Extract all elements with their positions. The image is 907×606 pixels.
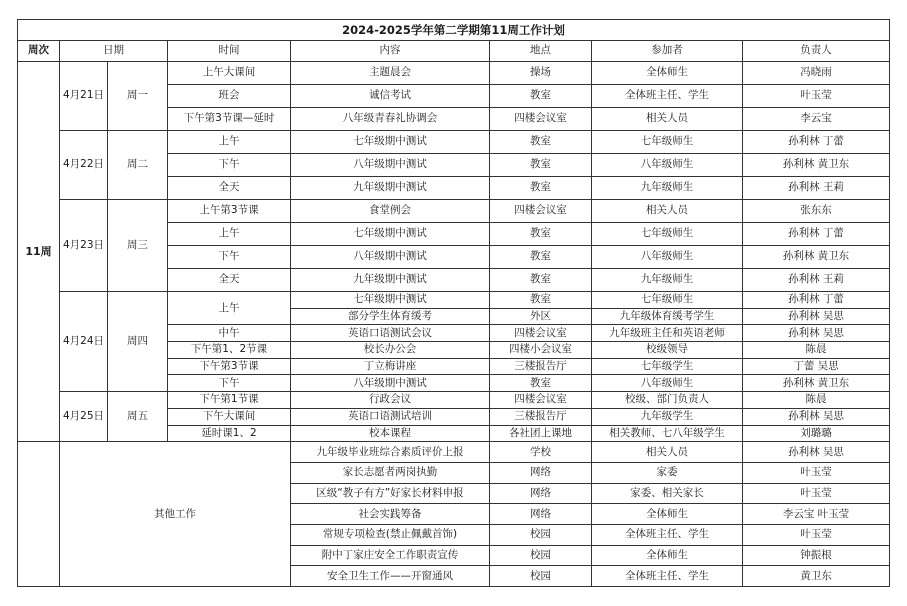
content-cell: 常规专项检查(禁止佩戴首饰) xyxy=(291,524,490,545)
place-cell: 教室 xyxy=(490,177,592,200)
time-cell: 下午第3节课 xyxy=(168,358,291,375)
owner-cell: 陈晨 xyxy=(743,392,890,409)
participants-cell: 九年级体育缓考学生 xyxy=(592,308,743,325)
owner-cell: 叶玉莹 xyxy=(743,85,890,108)
content-cell: 七年级期中测试 xyxy=(291,223,490,246)
participants-cell: 全体班主任、学生 xyxy=(592,524,743,545)
content-cell: 安全卫生工作——开窗通风 xyxy=(291,566,490,587)
owner-cell: 李云宝 叶玉莹 xyxy=(743,504,890,525)
participants-cell: 九年级师生 xyxy=(592,177,743,200)
place-cell: 教室 xyxy=(490,154,592,177)
participants-cell: 家委、相关家长 xyxy=(592,483,743,504)
time-cell: 延时课1、2 xyxy=(168,425,291,442)
place-cell: 四楼会议室 xyxy=(490,108,592,131)
place-cell: 校园 xyxy=(490,566,592,587)
time-cell: 下午 xyxy=(168,246,291,269)
content-cell: 行政会议 xyxy=(291,392,490,409)
schedule-title: 2024-2025学年第二学期第11周工作计划 xyxy=(18,20,890,41)
content-cell: 附中丁家庄安全工作职责宣传 xyxy=(291,545,490,566)
owner-cell: 孙利林 黄卫东 xyxy=(743,154,890,177)
weekday-cell: 周三 xyxy=(108,200,168,292)
owner-cell: 孙利林 王莉 xyxy=(743,177,890,200)
time-cell: 下午大课间 xyxy=(168,408,291,425)
content-cell: 社会实践筹备 xyxy=(291,504,490,525)
content-cell: 区级“教子有方”好家长材料申报 xyxy=(291,483,490,504)
place-cell: 教室 xyxy=(490,131,592,154)
participants-cell: 相关人员 xyxy=(592,200,743,223)
owner-cell: 孙利林 吴思 xyxy=(743,308,890,325)
weekday-cell: 周四 xyxy=(108,292,168,392)
owner-cell: 陈晨 xyxy=(743,342,890,359)
table-row xyxy=(18,392,890,409)
content-cell: 九年级毕业班综合素质评价上报 xyxy=(291,442,490,463)
content-cell: 九年级期中测试 xyxy=(291,177,490,200)
content-cell: 诚信考试 xyxy=(291,85,490,108)
participants-cell: 八年级师生 xyxy=(592,154,743,177)
participants-cell: 相关教师、七八年级学生 xyxy=(592,425,743,442)
table-row xyxy=(18,200,890,223)
time-cell: 全天 xyxy=(168,177,291,200)
participants-cell: 校级、部门负责人 xyxy=(592,392,743,409)
place-cell: 网络 xyxy=(490,504,592,525)
participants-cell: 全体班主任、学生 xyxy=(592,566,743,587)
place-cell: 三楼报告厅 xyxy=(490,358,592,375)
participants-cell: 七年级师生 xyxy=(592,292,743,309)
content-cell: 英语口语测试会议 xyxy=(291,325,490,342)
header-time: 时间 xyxy=(168,41,291,62)
place-cell: 教室 xyxy=(490,246,592,269)
participants-cell: 九年级师生 xyxy=(592,269,743,292)
owner-cell: 张东东 xyxy=(743,200,890,223)
place-cell: 教室 xyxy=(490,269,592,292)
place-cell: 校园 xyxy=(490,545,592,566)
table-row xyxy=(18,292,890,309)
owner-cell: 孙利林 丁蕾 xyxy=(743,131,890,154)
place-cell: 教室 xyxy=(490,375,592,392)
participants-cell: 七年级师生 xyxy=(592,131,743,154)
participants-cell: 八年级师生 xyxy=(592,375,743,392)
owner-cell: 黄卫东 xyxy=(743,566,890,587)
content-cell: 校长办公会 xyxy=(291,342,490,359)
place-cell: 四楼会议室 xyxy=(490,325,592,342)
place-cell: 四楼小会议室 xyxy=(490,342,592,359)
date-cell: 4月24日 xyxy=(60,292,108,392)
time-cell: 下午第3节课—延时 xyxy=(168,108,291,131)
content-cell: 七年级期中测试 xyxy=(291,131,490,154)
time-cell: 上午 xyxy=(168,292,291,325)
place-cell: 教室 xyxy=(490,292,592,309)
owner-cell: 叶玉莹 xyxy=(743,524,890,545)
time-cell: 上午 xyxy=(168,131,291,154)
header-date: 日期 xyxy=(60,41,168,62)
owner-cell: 孙利林 王莉 xyxy=(743,269,890,292)
time-cell: 下午 xyxy=(168,154,291,177)
time-cell: 班会 xyxy=(168,85,291,108)
owner-cell: 孙利林 丁蕾 xyxy=(743,223,890,246)
content-cell: 食堂例会 xyxy=(291,200,490,223)
participants-cell: 八年级师生 xyxy=(592,246,743,269)
participants-cell: 九年级学生 xyxy=(592,408,743,425)
table-row xyxy=(18,442,890,463)
participants-cell: 全体班主任、学生 xyxy=(592,85,743,108)
date-cell: 4月23日 xyxy=(60,200,108,292)
participants-cell: 相关人员 xyxy=(592,442,743,463)
week-cell: 11周 xyxy=(18,62,60,442)
place-cell: 四楼会议室 xyxy=(490,200,592,223)
header-owner: 负责人 xyxy=(743,41,890,62)
participants-cell: 九年级班主任和英语老师 xyxy=(592,325,743,342)
place-cell: 三楼报告厅 xyxy=(490,408,592,425)
date-cell: 4月21日 xyxy=(60,62,108,131)
participants-cell: 相关人员 xyxy=(592,108,743,131)
owner-cell: 孙利林 黄卫东 xyxy=(743,375,890,392)
owner-cell: 刘璐璐 xyxy=(743,425,890,442)
place-cell: 四楼会议室 xyxy=(490,392,592,409)
participants-cell: 全体师生 xyxy=(592,545,743,566)
table-row xyxy=(18,62,890,85)
content-cell: 八年级期中测试 xyxy=(291,375,490,392)
other-work-label: 其他工作 xyxy=(60,442,291,587)
place-cell: 教室 xyxy=(490,223,592,246)
content-cell: 八年级期中测试 xyxy=(291,246,490,269)
participants-cell: 校级领导 xyxy=(592,342,743,359)
owner-cell: 孙利林 丁蕾 xyxy=(743,292,890,309)
content-cell: 家长志愿者两岗执勤 xyxy=(291,462,490,483)
weekday-cell: 周二 xyxy=(108,131,168,200)
owner-cell: 冯晓雨 xyxy=(743,62,890,85)
owner-cell: 叶玉莹 xyxy=(743,462,890,483)
content-cell: 主题晨会 xyxy=(291,62,490,85)
header-content: 内容 xyxy=(291,41,490,62)
owner-cell: 钟振根 xyxy=(743,545,890,566)
content-cell: 部分学生体育缓考 xyxy=(291,308,490,325)
participants-cell: 七年级学生 xyxy=(592,358,743,375)
place-cell: 各社团上课地 xyxy=(490,425,592,442)
content-cell: 七年级期中测试 xyxy=(291,292,490,309)
time-cell: 下午 xyxy=(168,375,291,392)
place-cell: 网络 xyxy=(490,483,592,504)
owner-cell: 孙利林 吴思 xyxy=(743,442,890,463)
content-cell: 英语口语测试培训 xyxy=(291,408,490,425)
participants-cell: 全体师生 xyxy=(592,62,743,85)
content-cell: 九年级期中测试 xyxy=(291,269,490,292)
weekday-cell: 周五 xyxy=(108,392,168,442)
other-week-cell xyxy=(18,442,60,587)
date-cell: 4月22日 xyxy=(60,131,108,200)
content-cell: 八年级期中测试 xyxy=(291,154,490,177)
time-cell: 全天 xyxy=(168,269,291,292)
time-cell: 下午第1节课 xyxy=(168,392,291,409)
content-cell: 校本课程 xyxy=(291,425,490,442)
owner-cell: 丁蕾 吴思 xyxy=(743,358,890,375)
weekday-cell: 周一 xyxy=(108,62,168,131)
header-participants: 参加者 xyxy=(592,41,743,62)
time-cell: 中午 xyxy=(168,325,291,342)
place-cell: 教室 xyxy=(490,85,592,108)
content-cell: 八年级青春礼协调会 xyxy=(291,108,490,131)
time-cell: 上午第3节课 xyxy=(168,200,291,223)
header-week: 周次 xyxy=(18,41,60,62)
content-cell: 丁立梅讲座 xyxy=(291,358,490,375)
participants-cell: 七年级师生 xyxy=(592,223,743,246)
owner-cell: 孙利林 吴思 xyxy=(743,408,890,425)
place-cell: 外区 xyxy=(490,308,592,325)
place-cell: 操场 xyxy=(490,62,592,85)
table-row xyxy=(18,131,890,154)
owner-cell: 李云宝 xyxy=(743,108,890,131)
time-cell: 上午 xyxy=(168,223,291,246)
owner-cell: 孙利林 吴思 xyxy=(743,325,890,342)
owner-cell: 孙利林 黄卫东 xyxy=(743,246,890,269)
schedule-table xyxy=(17,19,890,587)
date-cell: 4月25日 xyxy=(60,392,108,442)
place-cell: 网络 xyxy=(490,462,592,483)
participants-cell: 全体师生 xyxy=(592,504,743,525)
time-cell: 上午大课间 xyxy=(168,62,291,85)
owner-cell: 叶玉莹 xyxy=(743,483,890,504)
place-cell: 学校 xyxy=(490,442,592,463)
time-cell: 下午第1、2节课 xyxy=(168,342,291,359)
participants-cell: 家委 xyxy=(592,462,743,483)
place-cell: 校园 xyxy=(490,524,592,545)
header-place: 地点 xyxy=(490,41,592,62)
